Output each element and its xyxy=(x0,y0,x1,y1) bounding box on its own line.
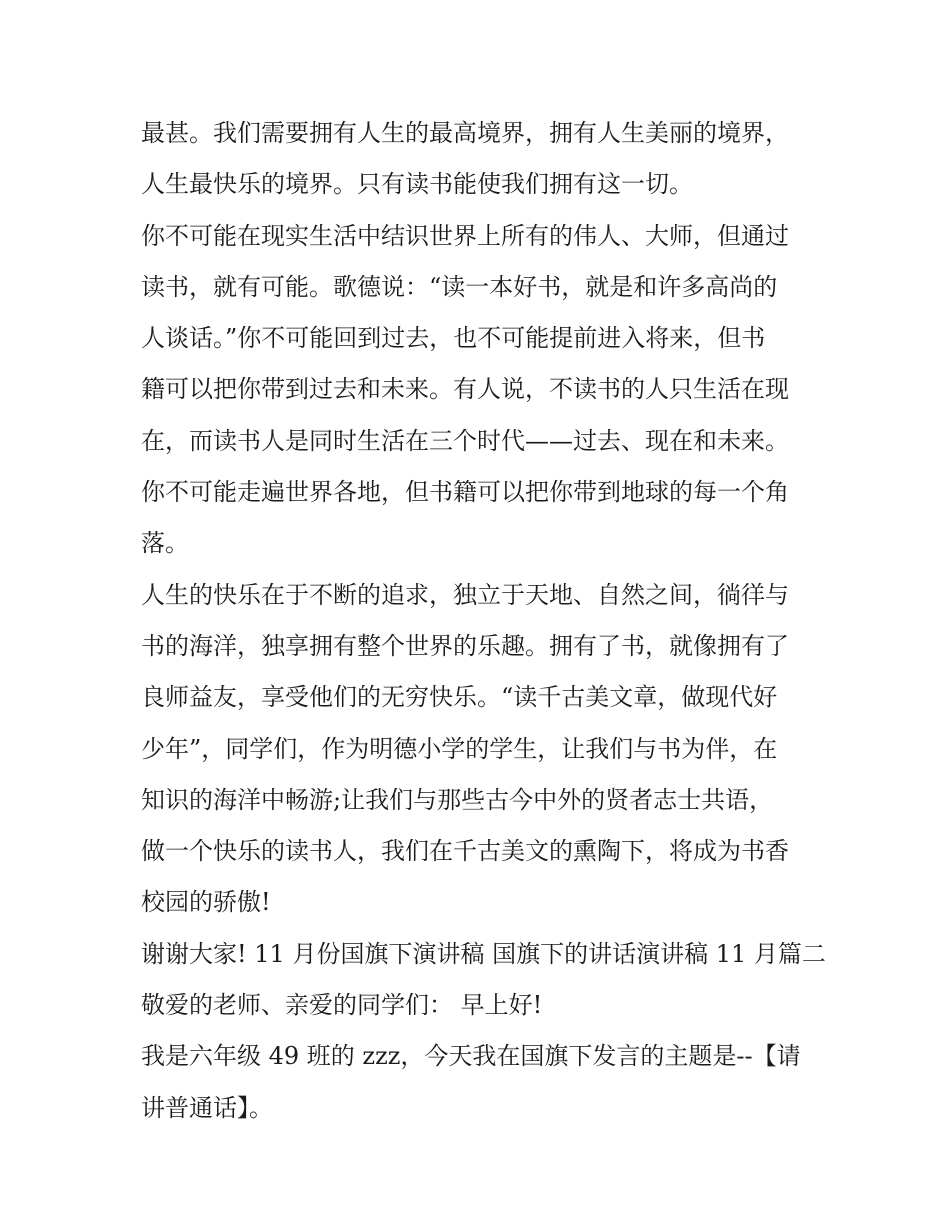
text-line: 知识的海洋中畅游;让我们与那些古今中外的贤者志士共语， xyxy=(141,785,774,814)
text-line: 做一个快乐的读书人，我们在千古美文的熏陶下，将成为书香 xyxy=(141,837,789,866)
text-line: 良师益友，享受他们的无穷快乐。“读千古美文章，做现代好 xyxy=(141,683,778,712)
text-line: 人谈话。”你不可能回到过去，也不可能提前进入将来，但书 xyxy=(141,324,766,353)
text-line: 少年”，同学们，作为明德小学的学生，让我们与书为伴，在 xyxy=(141,734,778,763)
text-line: 落。 xyxy=(141,529,189,558)
text-line: 人生的快乐在于不断的追求，独立于天地、自然之间，徜徉与 xyxy=(141,580,789,609)
text-line: 在，而读书人是同时生活在三个时代——过去、现在和未来。 xyxy=(141,426,789,455)
text-line: 我是六年级 49 班的 zzz，今天我在国旗下发言的主题是--【请 xyxy=(141,1042,801,1071)
text-line: 人生最快乐的境界。只有读书能使我们拥有这一切。 xyxy=(141,170,693,199)
text-line: 读书，就有可能。歌德说：“读一本好书，就是和许多高尚的 xyxy=(141,272,778,301)
text-line: 你不可能走遍世界各地，但书籍可以把你带到地球的每一个角 xyxy=(141,478,789,507)
document-body xyxy=(141,108,831,1134)
text-line: 谢谢大家! 11 月份国旗下演讲稿 国旗下的讲话演讲稿 11 月篇二 xyxy=(141,939,826,968)
text-line: 校园的骄傲! xyxy=(141,888,271,917)
text-line: 书的海洋，独享拥有整个世界的乐趣。拥有了书，就像拥有了 xyxy=(141,631,789,660)
text-line: 籍可以把你带到过去和未来。有人说，不读书的人只生活在现 xyxy=(141,375,789,404)
text-line: 敬爱的老师、亲爱的同学们： 早上好! xyxy=(141,991,543,1020)
text-line: 最甚。我们需要拥有人生的最高境界，拥有人生美丽的境界， xyxy=(141,119,789,147)
text-line: 你不可能在现实生活中结识世界上所有的伟人、大师，但通过 xyxy=(141,221,789,250)
text-line: 讲普通话】。 xyxy=(141,1093,273,1122)
